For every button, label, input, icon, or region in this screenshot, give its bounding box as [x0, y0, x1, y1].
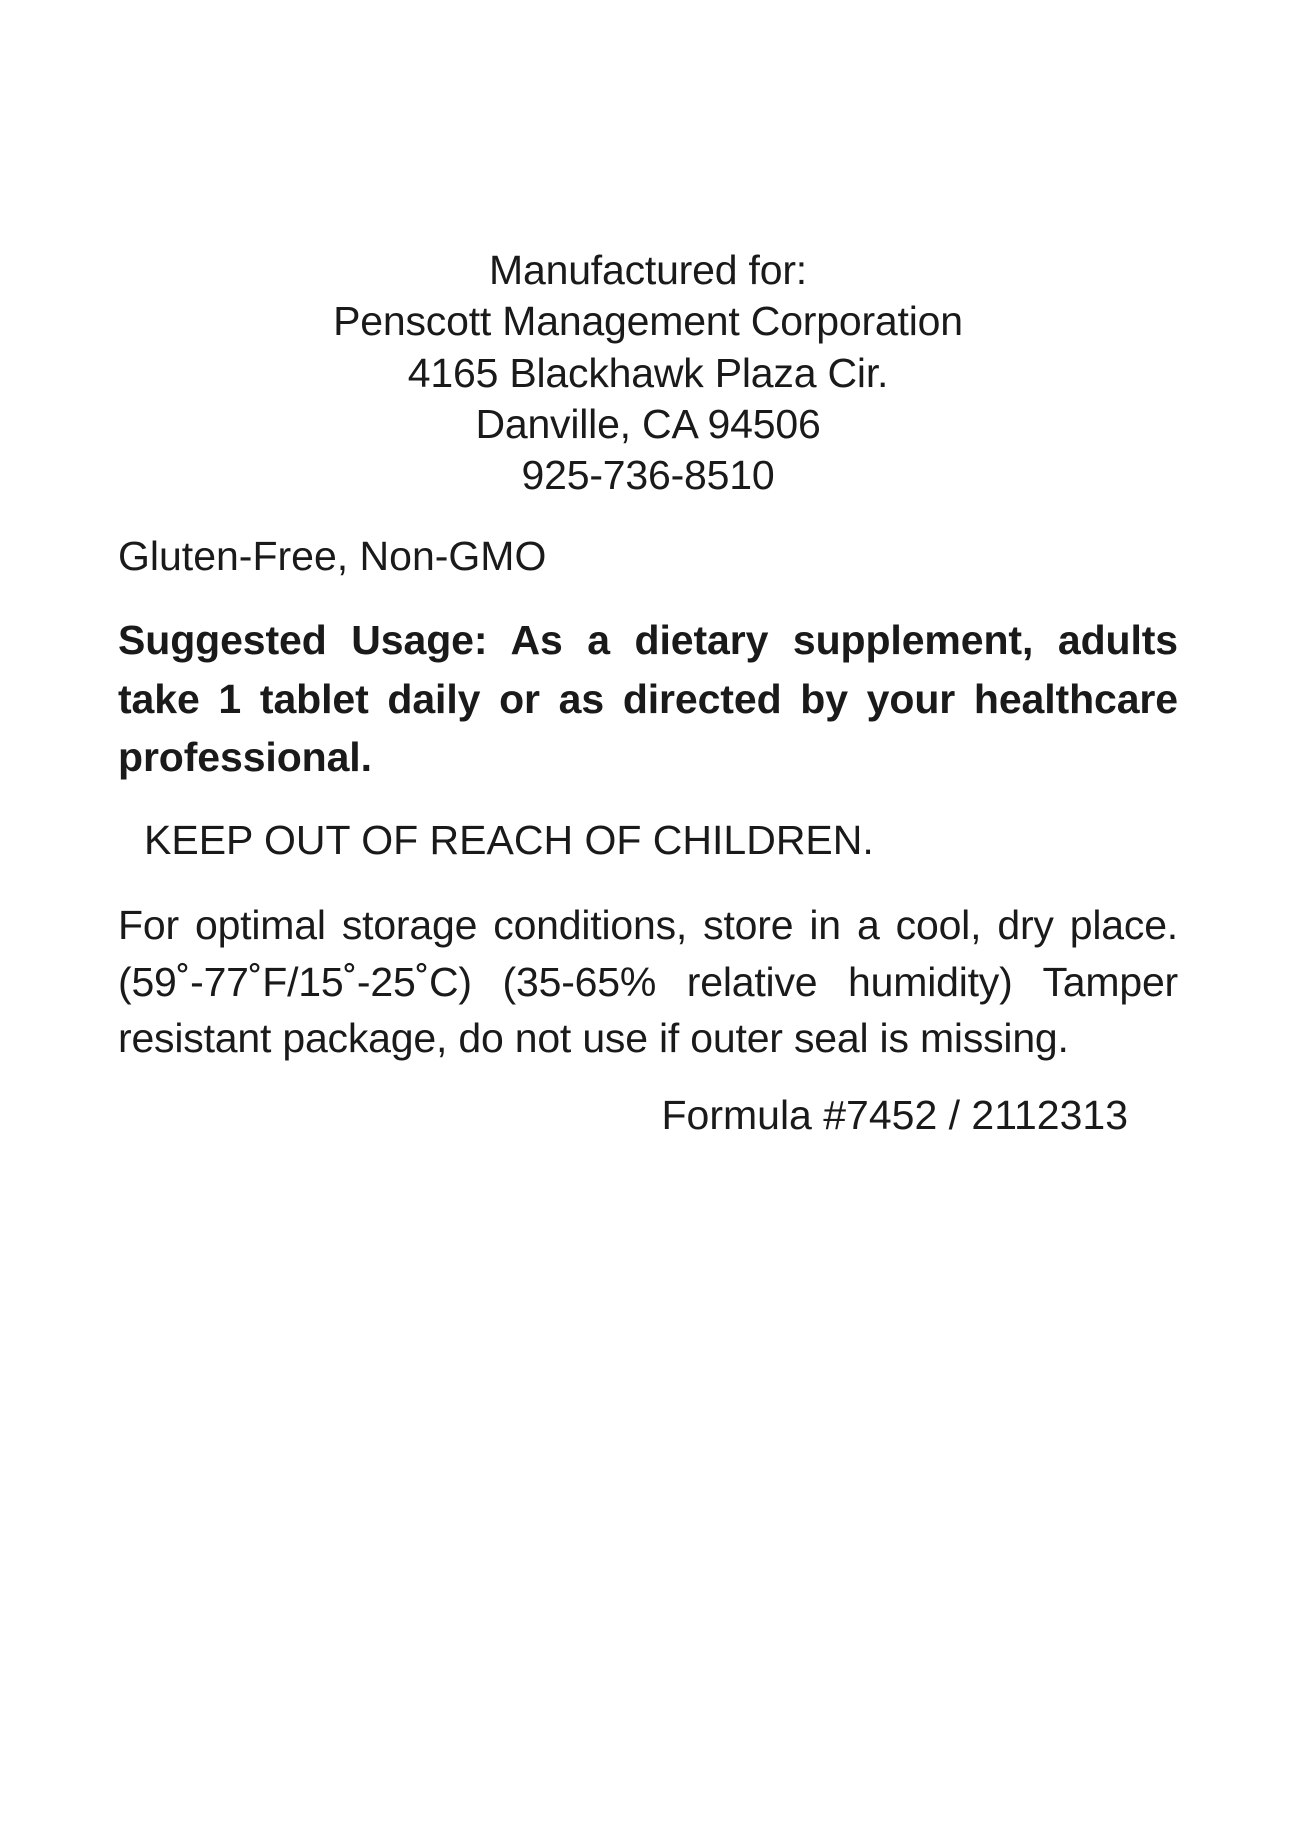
manufacturer-phone: 925-736-8510: [521, 452, 775, 498]
storage-conditions-text: For optimal storage conditions, store in a cool, dry place. (59˚-77˚F/15˚-25˚C) (35-65% relative humidity) Tamper resistant package, do not use if outer seal is missing.: [118, 902, 1178, 1062]
manufacturer-city-state-zip: Danville, CA 94506: [475, 400, 821, 447]
manufacturer-address-block: [118, 245, 1178, 501]
manufacturer-company-name: Penscott Management Corporation: [333, 298, 963, 345]
suggested-usage-text: Suggested Usage: As a dietary supplement, adults take 1 tablet daily or as directed by your healthcare professional.: [118, 617, 1178, 780]
formula-number-text: Formula #7452 / 2112313: [661, 1092, 1128, 1139]
keep-out-of-reach-warning: KEEP OUT OF REACH OF CHILDREN.: [144, 817, 874, 864]
manufacturer-street: 4165 Blackhawk Plaza Cir.: [407, 349, 889, 396]
dietary-claims-text: Gluten-Free, Non-GMO: [118, 533, 547, 580]
manufactured-for-heading: Manufactured for:: [489, 247, 807, 293]
